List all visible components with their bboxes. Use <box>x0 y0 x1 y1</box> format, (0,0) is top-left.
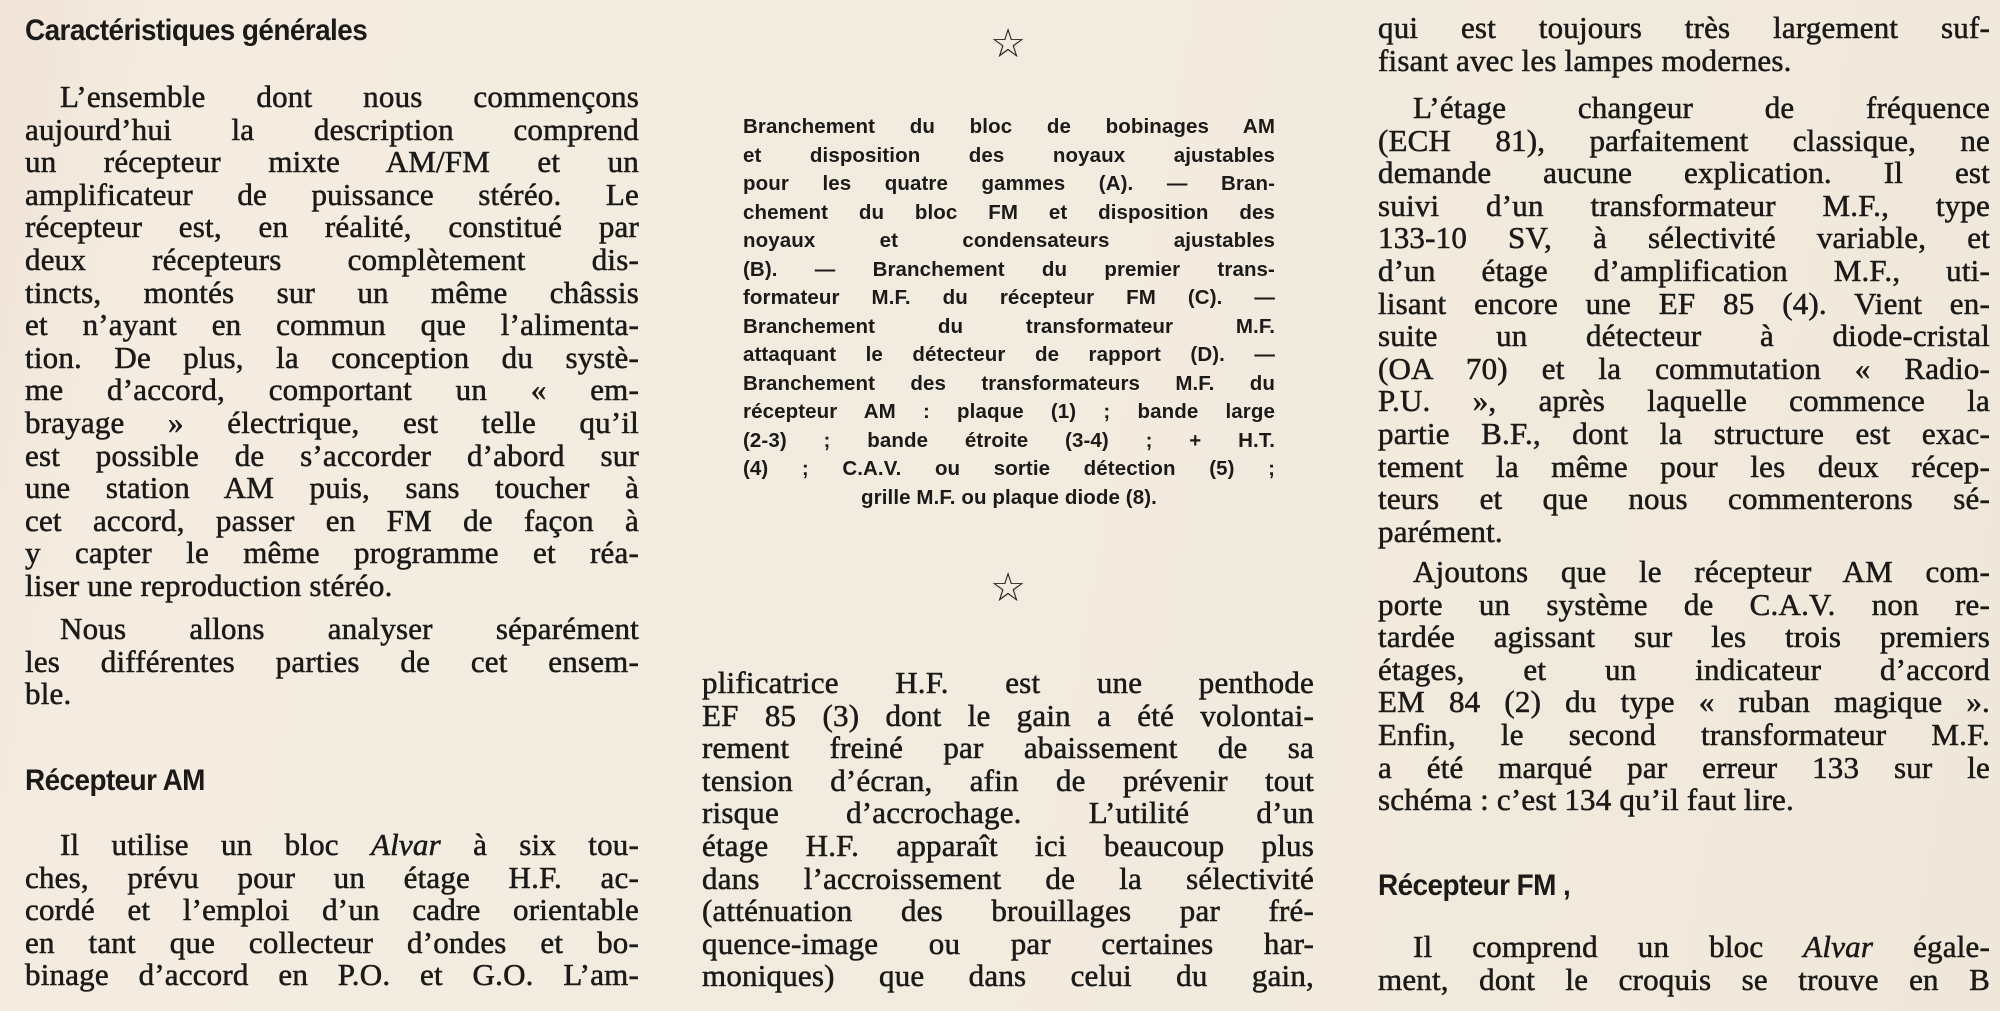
text-line: Branchement du transformateur M.F. <box>743 314 1275 338</box>
text-segment: égale- <box>1873 929 1991 964</box>
star-icon: ☆ <box>990 21 1026 67</box>
text-line: tement la même pour les deux récep- <box>1378 448 1990 484</box>
text-line: me d’accord, comportant un « em- <box>25 372 639 408</box>
text-line: (atténuation des brouillages par fré- <box>702 893 1314 929</box>
text-line: en tant que collecteur d’ondes et bo- <box>25 924 639 960</box>
text-line: cordé et l’emploi d’un cadre orientable <box>25 892 639 928</box>
text-line: moniques) que dans celui du gain, <box>702 958 1314 994</box>
paragraph <box>25 81 639 603</box>
text-line: liser une reproduction stéréo. <box>25 567 393 603</box>
text-line: (2-3) ; bande étroite (3-4) ; + H.T. <box>743 428 1275 452</box>
text-line: les différentes parties de cet ensem- <box>25 643 639 679</box>
text-line: parément. <box>1378 513 1503 549</box>
text-line: (4) ; C.A.V. ou sortie détection (5) ; <box>743 457 1275 480</box>
text-line: et disposition des noyaux ajustables <box>743 143 1275 167</box>
italic-term: Alvar <box>1803 929 1874 964</box>
text-line: Branchement du bloc de bobinages AM <box>743 115 1275 138</box>
text-line: (B). — Branchement du premier trans- <box>743 257 1275 281</box>
text-segment: Il utilise un bloc <box>60 827 371 862</box>
text-line: 133-10 SV, à sélectivité variable, et <box>1378 220 1990 256</box>
text-line: EM 84 (2) du type « ruban magique ». <box>1378 684 1990 720</box>
text-line: teurs et que nous commenterons sé- <box>1378 481 1990 517</box>
paragraph <box>702 667 1314 993</box>
text-line <box>1378 931 1990 964</box>
text-line: un récepteur mixte AM/FM et un <box>25 144 639 180</box>
text-line: suite un détecteur à diode-cristal <box>1378 318 1990 354</box>
text-line: quence-image ou par certaines har- <box>702 925 1314 961</box>
text-line: dans l’accroissement de la sélectivité <box>702 860 1314 896</box>
section-heading-fm: Récepteur FM , <box>1378 869 1571 902</box>
paragraph <box>25 613 639 711</box>
text-line: fisant avec les lampes modernes. <box>1378 42 1792 78</box>
text-line: Enfin, le second transformateur M.F. <box>1378 716 1990 752</box>
text-line: suivi d’un transformateur M.F., type <box>1378 187 1990 223</box>
text-line: aujourd’hui la description comprend <box>25 111 639 147</box>
text-line: ches, prévu pour un étage H.F. ac- <box>25 859 639 895</box>
text-line: porte un système de C.A.V. non re- <box>1378 586 1990 622</box>
text-line: tion. De plus, la conception du systè- <box>25 339 639 375</box>
text-segment: à six tou- <box>440 827 639 862</box>
text-line: tincts, montés sur un même châssis <box>25 274 639 310</box>
text-line: chement du bloc FM et disposition des <box>743 200 1275 224</box>
text-line: lisant encore une EF 85 (4). Vient en- <box>1378 285 1990 321</box>
text-line: L’ensemble dont nous commençons <box>60 79 639 114</box>
text-line: plificatrice H.F. est une penthode <box>702 665 1314 700</box>
paragraph <box>1378 12 1990 77</box>
text-line <box>25 829 639 862</box>
text-line: Nous allons analyser séparément <box>60 611 639 646</box>
text-line: tardée agissant sur les trois premiers <box>1378 619 1990 655</box>
text-segment: Il comprend un bloc <box>1413 929 1804 964</box>
text-line: a été marqué par erreur 133 sur le <box>1378 749 1990 785</box>
text-line: une station AM puis, sans toucher à <box>25 470 639 506</box>
text-line: pour les quatre gammes (A). — Bran- <box>743 172 1275 195</box>
text-line: demande aucune explication. Il est <box>1378 155 1990 191</box>
figure-caption <box>743 113 1275 512</box>
paragraph <box>1378 931 1990 996</box>
text-line: grille M.F. ou plaque diode (8). <box>861 485 1157 509</box>
text-line: (ECH 81), parfaitement classique, ne <box>1378 122 1990 158</box>
paragraph <box>1378 92 1990 548</box>
text-line: binage d’accord en P.O. et G.O. L’am- <box>25 957 639 993</box>
text-line: cet accord, passer en FM de façon à <box>25 502 639 538</box>
text-line: qui est toujours très largement suf- <box>1378 10 1990 45</box>
paragraph <box>25 829 639 992</box>
text-line: étage H.F. apparaît ici beaucoup plus <box>702 827 1314 863</box>
text-line: récepteur est, en réalité, constitué par <box>25 209 639 245</box>
text-line: récepteur AM : plaque (1) ; bande large <box>743 400 1275 423</box>
text-line: étages, et un indicateur d’accord <box>1378 651 1990 687</box>
text-line: Ajoutons que le récepteur AM com- <box>1413 554 1990 589</box>
text-line: ment, dont le croquis se trouve en B <box>1378 961 1990 997</box>
text-line: schéma : c’est 134 qu’il faut lire. <box>1378 782 1794 818</box>
text-line: tension d’écran, afin de prévenir tout <box>702 762 1314 798</box>
text-line: P.U. », après laquelle commence la <box>1378 383 1990 419</box>
text-line: (OA 70) et la commutation « Radio- <box>1378 350 1990 386</box>
text-line: noyaux et condensateurs ajustables <box>743 229 1275 252</box>
text-line: attaquant le détecteur de rapport (D). — <box>743 343 1275 366</box>
text-line: brayage » électrique, est telle qu’il <box>25 404 639 440</box>
text-line: amplificateur de puissance stéréo. Le <box>25 176 639 212</box>
text-line: L’étage changeur de fréquence <box>1413 90 1990 125</box>
text-line: formateur M.F. du récepteur FM (C). — <box>743 286 1275 309</box>
section-heading-general: Caractéristiques générales <box>25 14 368 47</box>
paragraph <box>1378 556 1990 817</box>
text-line: et n’ayant en commun que l’alimenta- <box>25 307 639 343</box>
section-heading-am: Récepteur AM <box>25 764 205 797</box>
text-line: rement freiné par abaissement de sa <box>702 730 1314 766</box>
text-line: y capter le même programme et réa- <box>25 535 639 571</box>
text-line: d’un étage d’amplification M.F., uti- <box>1378 252 1990 288</box>
text-line: est possible de s’accorder d’abord sur <box>25 437 639 473</box>
text-line: partie B.F., dont la structure est exac- <box>1378 415 1990 451</box>
text-line: deux récepteurs complètement dis- <box>25 241 639 277</box>
text-line: Branchement des transformateurs M.F. du <box>743 371 1275 395</box>
italic-term: Alvar <box>370 827 441 862</box>
star-icon: ☆ <box>990 565 1026 611</box>
text-line: ble. <box>25 676 72 712</box>
text-line: EF 85 (3) dont le gain a été volontai- <box>702 697 1314 733</box>
text-line: risque d’accrochage. L’utilité d’un <box>702 795 1314 831</box>
